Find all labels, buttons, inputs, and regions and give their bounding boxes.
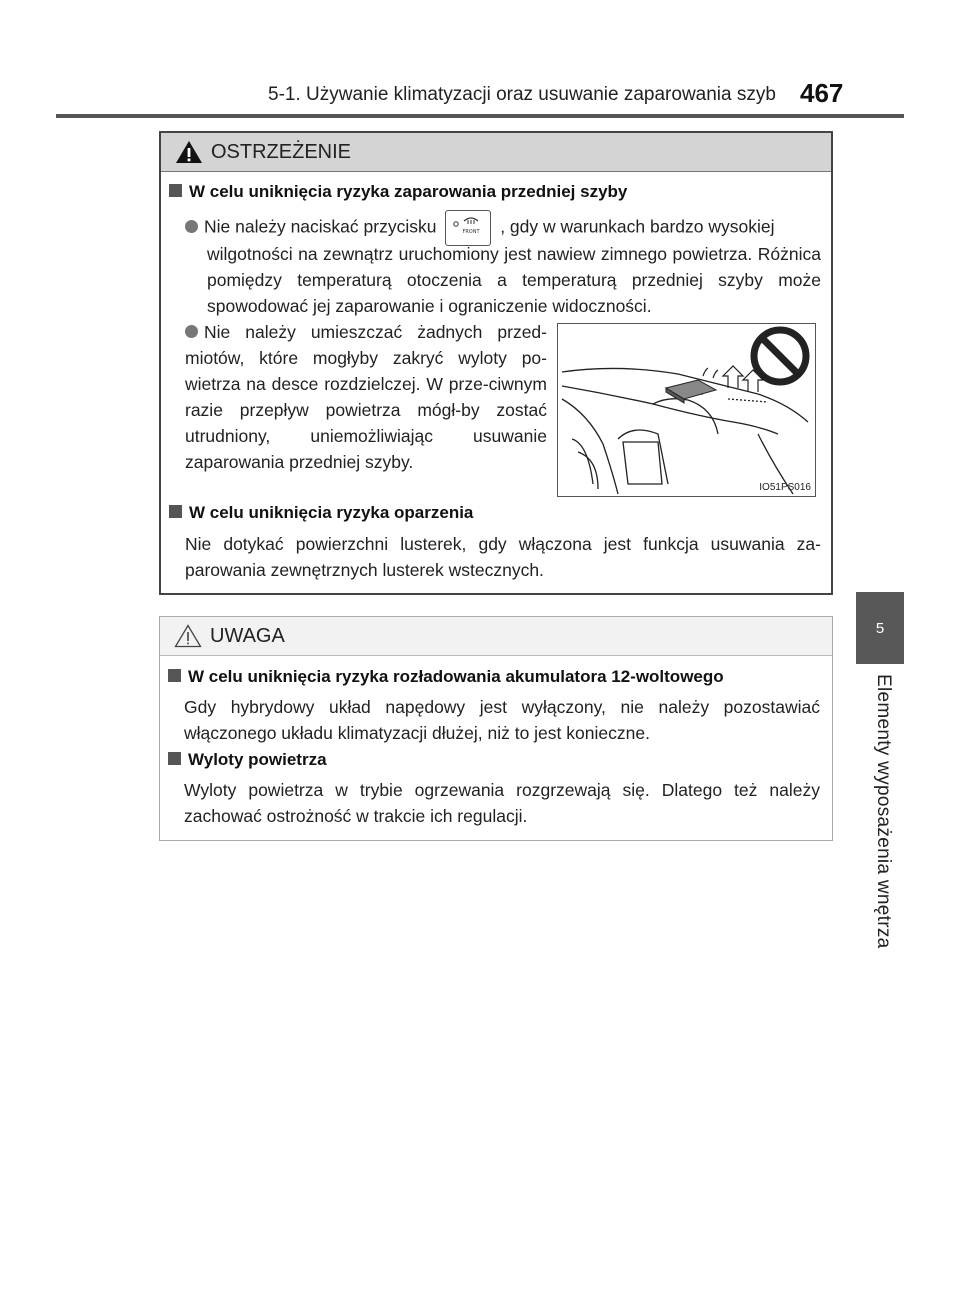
dashboard-vent-drawing <box>558 324 815 496</box>
caution-heading-battery <box>168 667 724 687</box>
round-bullet-icon <box>185 220 198 233</box>
warning-box <box>159 131 833 595</box>
item-text: Nie należy naciskać przycisku <box>204 216 437 237</box>
caution-header <box>160 617 832 656</box>
heading-text: W celu uniknięcia ryzyka oparzenia <box>189 503 474 522</box>
square-bullet-icon <box>169 505 182 518</box>
chapter-number: 5 <box>875 619 885 637</box>
chapter-label: Elementy wyposażenia wnętrza <box>873 674 894 949</box>
warning-title: OSTRZEŻENIE <box>211 140 352 163</box>
dashboard-illustration <box>557 323 816 497</box>
warning-item-1-line2: wilgotności na zewnątrz uruchomiony jest nawiew zimnego powietrza. Różnica pomiędzy temperaturą otoczenia a temperaturą przedniej szyby może spowodować jej zaparowanie i ograniczenie widoczności. <box>207 244 821 316</box>
caution-triangle-icon <box>174 624 202 648</box>
item-text: Nie należy umieszczać żadnych przed-miotów, które mogłyby zakryć wyloty po-wietrza na desce rozdzielczej. W prze-ciwnym razie przepływ powietrza mógł-by zostać utrudniony, uniemożliwiając usuwanie zaparowania przedniej szyby. <box>185 322 547 472</box>
square-bullet-icon <box>168 669 181 682</box>
warning-heading-fogging <box>169 182 627 202</box>
warning-header <box>161 133 831 172</box>
heading-text: Wyloty powietrza <box>188 750 327 769</box>
svg-text:FRONT: FRONT <box>462 229 480 235</box>
caution-box <box>159 616 833 841</box>
caution-vents-text: Wyloty powietrza w trybie ogrzewania rozgrzewają się. Dlatego też należy zachować ostrożność w trakcie ich regulacji. <box>184 780 820 826</box>
warning-item-2 <box>185 319 547 475</box>
warning-burn-text: Nie dotykać powierzchni lusterek, gdy włączona jest funkcja usuwania za-parowania zewnętrznych lusterek wstecznych. <box>185 534 821 580</box>
caution-title: UWAGA <box>210 624 285 647</box>
square-bullet-icon <box>168 752 181 765</box>
caution-heading-vents <box>168 750 327 770</box>
section-title: 5-1. Używanie klimatyzacji oraz usuwanie zaparowania szyb <box>268 84 776 105</box>
illustration-code: IO51PS016 <box>759 482 811 493</box>
header-divider <box>56 114 904 118</box>
heading-text: W celu uniknięcia ryzyka zaparowania przedniej szyby <box>189 182 628 201</box>
caution-battery-text: Gdy hybrydowy układ napędowy jest wyłączony, nie należy pozostawiać włączonego układu klimatyzacji dłużej, niż to jest konieczne. <box>184 697 820 743</box>
chapter-tab <box>856 592 904 664</box>
warning-heading-burn <box>169 503 473 523</box>
heading-text: W celu uniknięcia ryzyka rozładowania akumulatora 12-woltowego <box>188 667 724 686</box>
round-bullet-icon <box>185 325 198 338</box>
page-number: 467 <box>800 78 844 108</box>
item-text-after: , gdy w warunkach bardzo wysokiej <box>500 216 775 237</box>
square-bullet-icon <box>169 184 182 197</box>
warning-triangle-icon <box>175 140 203 164</box>
